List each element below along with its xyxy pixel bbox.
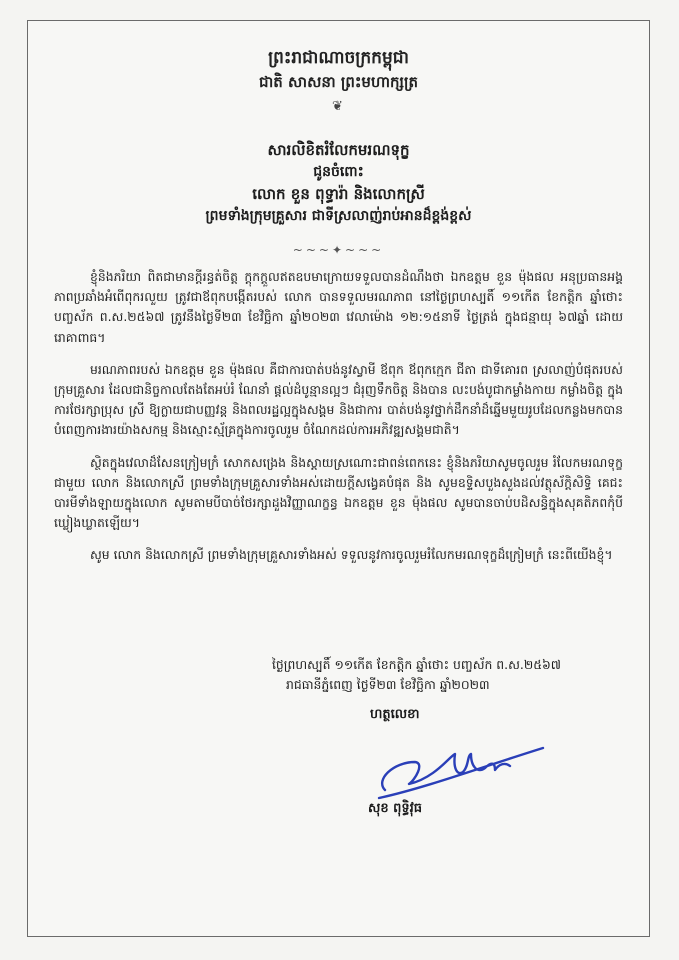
signer-name: សុខ ពុទ្ធិវុធ — [368, 801, 423, 816]
paragraph-1: ខ្ញុំនិងភរិយា ពិតជាមានក្តីរន្ធត់ចិត្ត ក្តុកក្តួលឥតឧបមាក្រោយទទួលបានដំណឹងថា ឯកឧត្តម ខួន ម៉ុងផល អនុប្រធានអង្គភាពប្រឆាំងអំពើពុករលួយ ត្រូវជាឪពុកបង្កើតរបស់ លោក បានទទួលមរណភាព នៅថ្ងៃព្រហស្បតិ៍ ១១កើត ខែកត្ដិក ឆ្នាំថោះ បញ្ចស័ក ព.ស.២៥៦៧ ត្រូវនឹងថ្ងៃទី២៣ ខែវិច្ឆិកា ឆ្នាំ២០២៣ វេលាម៉ោង ១២:១៥នាទី ថ្ងៃត្រង់ ក្នុងជន្មាយុ ៦៧ឆ្នាំ ដោយរោគាពាធ។ — [54, 269, 623, 345]
recipient-family: ព្រមទាំងក្រុមគ្រួសារ ជាទីស្រលាញ់រាប់អានដ៏ខ្ពង់ខ្ពស់ — [205, 208, 472, 224]
heading-ornament: ~~~✦~~~ — [292, 243, 385, 257]
kingdom-title: ព្រះរាជាណាចក្រកម្ពុជា — [268, 48, 409, 68]
paragraph-3: ស្ថិតក្នុងវេលាដ៏សែនក្រៀមក្រំ សោកសង្រេង និងស្តាយស្រណោះជាពន់ពេកនេះ ខ្ញុំនិងភរិយាសូមចូលរួម រំលែកមរណទុក្ខជាមួយ លោក និងលោកស្រី ព្រមទាំងក្រុមគ្រួសារទាំងអស់ដោយក្តីសង្វេគបំផុត និង សូមឧទ្ទិសបួងសួងដល់វត្ថុស័ក្តិសិទ្ធិ គេជះបារមីទាំងឡាយក្នុងលោក សូមតាមបីបាច់ថែរក្សាដួងវិញ្ញាណក្ខន្ធ ឯកឧត្តម ខួន ម៉ុងផល សូមបានចាប់បដិសន្ធិក្នុងសុគតិភពកុំបីឃ្លៀងឃ្លាតឡើយ។ — [54, 454, 623, 531]
letter-body — [54, 267, 623, 578]
national-motto: ជាតិ សាសនា ព្រះមហាក្សត្រ — [259, 73, 418, 91]
letter-title: សារលិខិតរំលែកមរណទុក្ខ — [267, 141, 410, 159]
letter-heading — [28, 139, 649, 227]
date-block — [272, 655, 612, 695]
solar-date: រាជធានីភ្នំពេញ ថ្ងៃទី២៣ ខែវិច្ឆិកា ឆ្នាំ២០២៣ — [286, 677, 490, 692]
lunar-date: ថ្ងៃព្រហស្បតិ៍ ១១កើត ខែកត្ដិក ឆ្នាំថោះ បញ្ចស័ក ព.ស.២៥៦៧ — [272, 657, 561, 672]
paragraph-4: សូម លោក និងលោកស្រី ព្រមទាំងក្រុមគ្រួសារទាំងអស់ ទទួលនូវការចូលរួមរំលែកមរណទុក្ខដ៏ក្រៀមក្រំ នេះពីយើងខ្ញុំ។ — [90, 547, 613, 563]
signature-label: ហត្ថលេខា — [370, 707, 420, 722]
handwritten-signature — [345, 718, 545, 808]
header-ornament: ❦ — [332, 99, 345, 114]
recipient-name: លោក ខួន ពុទ្ធារ៉ា និងលោកស្រី — [252, 185, 425, 203]
letter-frame — [27, 20, 650, 937]
addressed-to: ជូនចំពោះ — [313, 164, 364, 180]
paragraph-2: មរណភាពរបស់ ឯកឧត្តម ខួន ម៉ុងផល គឺជាការបាត់បង់នូវស្វាមី ឪពុក ឪពុកក្មេក ជីតា ជាទីគោរព ស្រលាញ់បំផុតរបស់ក្រុមគ្រួសារ ដែលជានិច្ចកាលតែងតែអប់រំ ណែនាំ ផ្តល់ដំបូន្មានល្អៗ ជំរុញទឹកចិត្ត និងបាន លះបង់បូជាកម្លាំងកាយ កម្លាំងចិត្ត ក្នុងការថែរក្សាប្រុស ស្រី ឱ្យក្លាយជាបញ្ញវន្ត និងពលរដ្ឋល្អក្នុងសង្គម និងជាការ បាត់បង់នូវថ្នាក់ដឹកនាំដ៏ឆ្នើមមួយរូបដែលកន្លងមកបានបំពេញការងារយ៉ាងសកម្ម និងស្មោះស្ម័គ្រក្នុងការចូលរួម ចំណែកដល់ការអភិវឌ្ឍសង្គមជាតិ។ — [54, 361, 623, 438]
